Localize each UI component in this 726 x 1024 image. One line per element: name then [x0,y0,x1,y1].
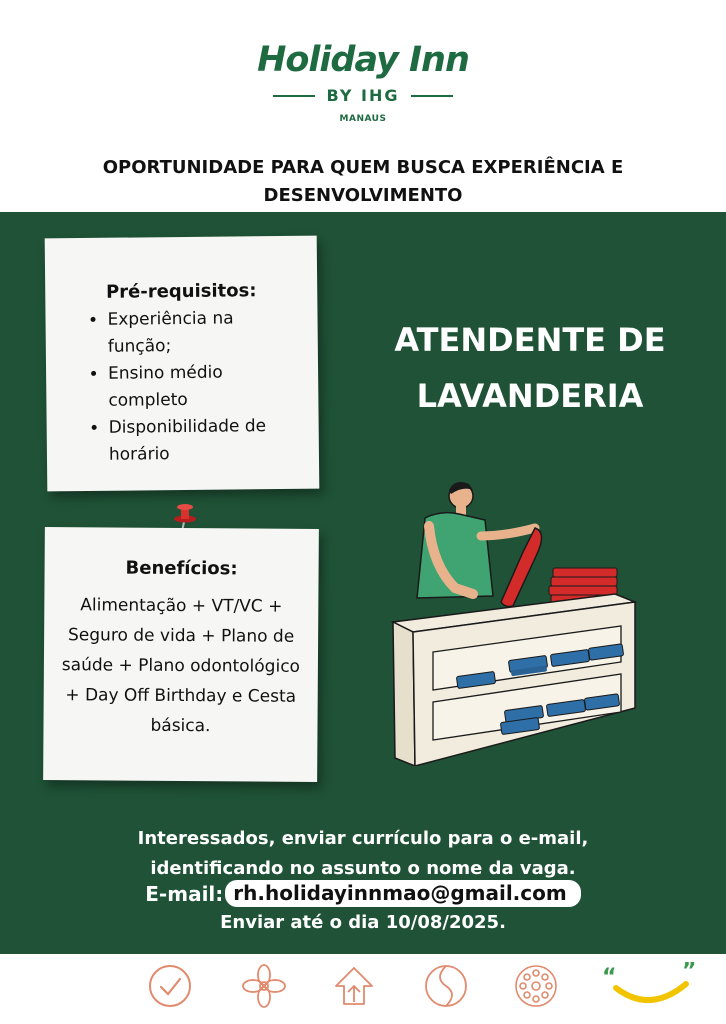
deadline-text: Enviar até o dia 10/08/2025. [220,912,506,933]
requirements-list [45,305,319,470]
job-title-line1: ATENDENTE DE [394,321,666,359]
benefits-note [43,527,319,782]
email-address[interactable]: rh.holidayinnmao@gmail.com [225,880,580,907]
headline: OPORTUNIDADE PARA QUEM BUSCA EXPERIÊNCIA E DESENVOLVIMENTO [102,157,624,206]
cta-line2: identificando no assunto o nome da vaga. [150,858,576,879]
email-row [0,880,726,907]
header [0,0,726,212]
swirl-circle-icon [422,962,470,1010]
divider [411,95,453,97]
list-item: • Experiência na função; [107,305,298,361]
job-title [360,312,700,424]
svg-text:“: “ [602,965,617,990]
brand-logo: Holiday Inn [257,40,469,80]
brand-city: MANAUS [339,114,387,124]
check-circle-icon [146,962,194,1010]
svg-text:”: ” [682,962,697,984]
cta-line1: Interessados, enviar currículo para o e-mail, [137,828,589,849]
list-item: • Ensino médio completo [108,359,299,415]
email-label: E-mail: [145,881,224,906]
flower-icon [240,962,288,1010]
cta-block [0,824,726,884]
requirements-title: Pré-requisitos: [105,280,257,303]
job-title-line2: LAVANDERIA [416,377,644,415]
smile-quote-icon [600,962,698,1010]
requirements-note [45,236,320,492]
benefits-title: Benefícios: [125,557,238,580]
benefits-text: Alimentação + VT/VC + Seguro de vida + Plano de saúde + Plano odontológico + Day Off Birthday e Cesta básica. [61,595,301,737]
brand-sub: BY IHG [326,86,400,105]
dots-circle-icon [512,962,560,1010]
house-arrow-icon [330,962,378,1010]
brand-sub-row [0,86,726,105]
laundry-illustration [385,476,645,766]
divider [273,95,315,97]
list-item: • Disponibilidade de horário [109,413,300,469]
